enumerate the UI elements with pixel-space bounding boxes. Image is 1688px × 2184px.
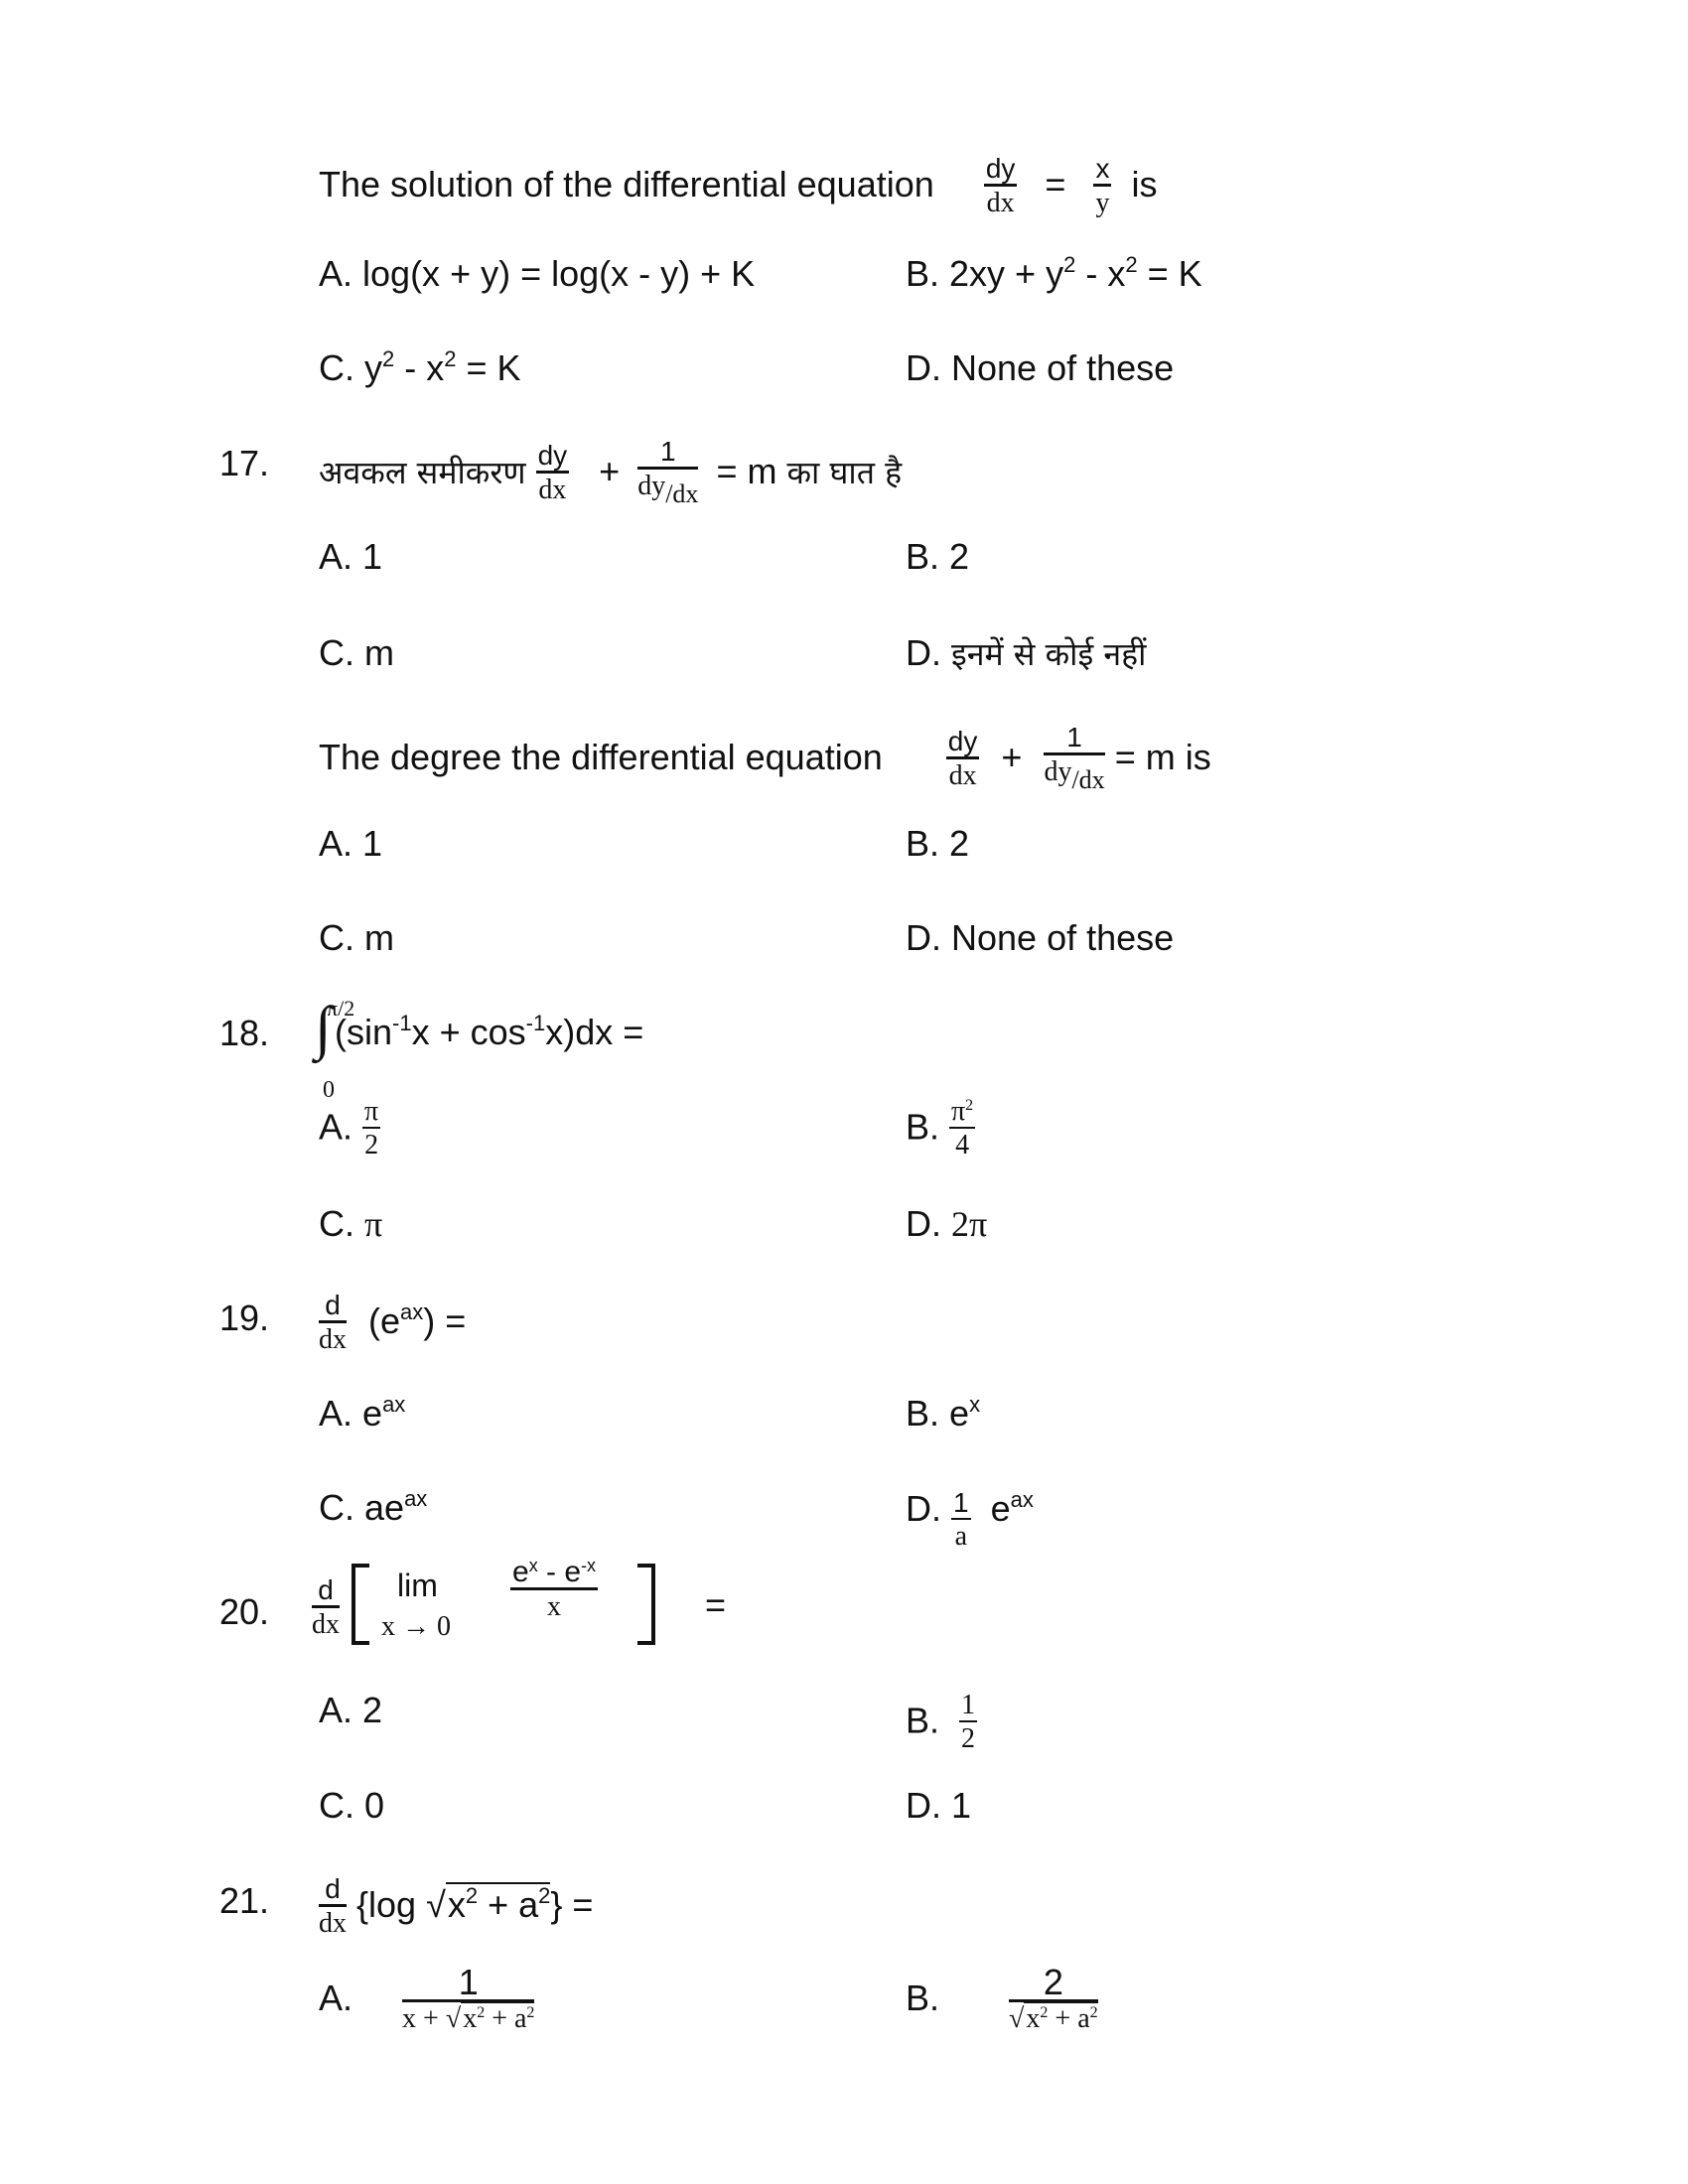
question-number: 19. — [219, 1297, 270, 1338]
fraction-ex-minus-e-negx-over-x: $\frac{e^x - e^{-x}}{x}$ — [512, 1556, 597, 1622]
option-a[interactable]: A. $e^{ax}$ — [319, 1392, 406, 1433]
fraction-pi-over-2: $\frac{\pi}{2}$ — [364, 1096, 379, 1160]
question-number: 17. — [219, 443, 270, 483]
fraction-dy-dx: $\frac{dy}{dx}$ — [947, 726, 978, 791]
option-d[interactable]: D. None of these — [906, 917, 1175, 958]
option-b[interactable]: B. $e^x$ — [906, 1392, 981, 1433]
option-d[interactable]: D. 2π — [906, 1203, 988, 1244]
option-c[interactable]: C. 0 — [319, 1785, 385, 1826]
fraction-d-dx: $\frac{d}{dx}$ — [312, 1574, 340, 1640]
option-b[interactable]: B. 2 — [906, 823, 970, 864]
fraction-dy-dx: $\frac{dy}{dx}$ — [537, 440, 568, 505]
integral-upper-limit: π/2 — [327, 996, 355, 1021]
fraction-1-over-dydx: $\frac{1}{dy/dx}$ — [637, 436, 699, 508]
option-d[interactable]: D. None of these — [906, 347, 1175, 388]
option-d[interactable]: D. 1 — [906, 1785, 972, 1826]
question-number: 20. — [219, 1591, 270, 1632]
question-17-hi-stem: अवकल समीकरण $\frac{dy}{dx}$ + $\frac{1}{dy/dx}$ = m का घात है — [319, 437, 902, 511]
fraction-1-over-a: $\frac{1}{a}$ — [953, 1487, 969, 1552]
option-a[interactable]: A. log(x + y) = log(x - y) + K — [319, 253, 756, 294]
option-d[interactable]: D. $\frac{1}{a}$ $e^{ax}$ — [906, 1487, 1034, 1552]
right-bracket — [637, 1564, 655, 1645]
fraction-dy-dx: $\frac{dy}{dx}$ — [985, 153, 1016, 218]
question-number: 21. — [219, 1880, 270, 1921]
question-text: The solution of the differential equation — [319, 164, 934, 205]
option-c[interactable]: C. $ae^{ax}$ — [319, 1486, 428, 1528]
left-bracket — [352, 1564, 369, 1645]
fraction-1-over-dydx: $\frac{1}{dy/dx}$ — [1044, 722, 1105, 794]
option-b[interactable]: B. $\frac{2}{√x^2 + a^2}$ — [906, 1962, 1098, 2034]
option-c[interactable]: C. $y^2 - x^2 = K$ — [319, 346, 521, 388]
integral-sign: ∫ — [315, 995, 332, 1060]
question-17-en-stem: The degree the differential equation $\frac{dy}{dx}$ + $\frac{1}{dy/dx}$ = m is — [319, 723, 1211, 797]
fraction-d-dx: $\frac{d}{dx}$ — [319, 1290, 347, 1355]
question-21-stem: $\frac{d}{dx}$ {log $√x^2 + a^2$} = — [319, 1873, 594, 1939]
option-b[interactable]: B. $\frac{1}{2}$ — [906, 1690, 976, 1754]
option-a[interactable]: A. 2 — [319, 1690, 383, 1730]
fraction-1-over-2: $\frac{1}{2}$ — [961, 1690, 976, 1754]
fraction-option-b: $\frac{2}{√x^2 + a^2}$ — [1009, 1962, 1098, 2034]
integral-lower-limit: 0 — [323, 1077, 335, 1103]
fraction-d-dx: $\frac{d}{dx}$ — [319, 1873, 347, 1939]
fraction-pi-squared-over-4: $\frac{\pi^2}{4}$ — [951, 1096, 974, 1160]
option-d[interactable]: D. इनमें से कोई नहीं — [906, 632, 1147, 673]
option-b[interactable]: B. $\frac{\pi^2}{4}$ — [906, 1096, 974, 1160]
option-b[interactable]: B. $2xy + y^2 - x^2 = K$ — [906, 252, 1202, 294]
fraction-x-y: $\frac{x}{y}$ — [1095, 153, 1110, 218]
option-c[interactable]: C. m — [319, 917, 395, 958]
question-number: 18. — [219, 1013, 270, 1053]
option-c[interactable]: C. π — [319, 1203, 383, 1244]
option-a[interactable]: A. 1 — [319, 536, 383, 577]
question-16-en-stem: The solution of the differential equation $\frac{dy}{dx}$ = $\frac{x}{y}$ is — [319, 153, 1158, 218]
option-a[interactable]: A. $\frac{\pi}{2}$ — [319, 1096, 379, 1160]
option-c[interactable]: C. m — [319, 632, 395, 673]
option-a[interactable]: A. 1 — [319, 823, 383, 864]
option-a[interactable]: A. $\frac{1}{x + √x^2 + a^2}$ — [319, 1962, 535, 2034]
option-b[interactable]: B. 2 — [906, 536, 970, 577]
question-19-stem: $\frac{d}{dx}$ $(e^{ax})$ = — [319, 1290, 467, 1355]
fraction-option-a: $\frac{1}{x + √x^2 + a^2}$ — [402, 1962, 535, 2034]
